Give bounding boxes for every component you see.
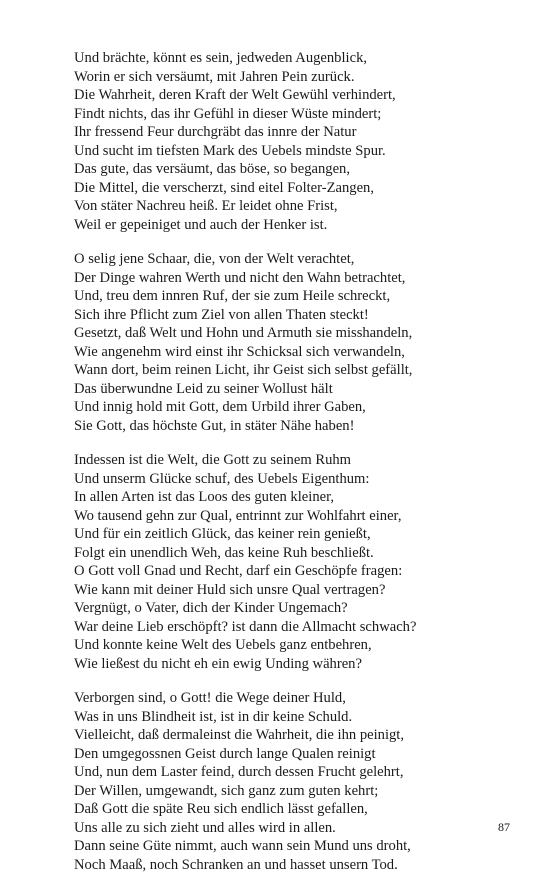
verse-line: Wie kann mit deiner Huld sich unsre Qual vertragen? [74, 581, 386, 598]
verse-line: Uns alle zu sich zieht und alles wird in allen. [74, 819, 336, 836]
verse-line: Worin er sich versäumt, mit Jahren Pein zurück. [74, 68, 355, 85]
verse-line: War deine Lieb erschöpft? ist dann die Allmacht schwach? [74, 618, 417, 635]
verse-line: O selig jene Schaar, die, von der Welt verachtet, [74, 251, 355, 267]
verse-line: Findt nichts, das ihr Gefühl in dieser Wüste mindert; [74, 105, 382, 122]
verse-line: Wo tausend gehn zur Qual, entrinnt zur Wohlfahrt einer, [74, 507, 402, 524]
verse-line: Und für ein zeitlich Glück, das keiner rein genießt, [74, 526, 371, 542]
verse-line: Noch Maaß, noch Schranken an und hasset unsern Tod. [74, 856, 398, 873]
verse-line: Und brächte, könnt es sein, jedweden Augenblick, [74, 50, 368, 66]
verse-line: Folgt ein unendlich Weh, das keine Ruh beschließt. [74, 544, 374, 561]
verse-line: Daß Gott die späte Reu sich endlich lässt gefallen, [74, 801, 368, 817]
verse-line: Wie angenehm wird einst ihr Schicksal sich verwandeln, [74, 343, 405, 360]
verse-line: Der Dinge wahren Werth und nicht den Wahn betrachtet, [74, 269, 406, 286]
verse-line: Den umgegossnen Geist durch lange Qualen reinigt [74, 745, 376, 762]
verse-line: Gesetzt, daß Welt und Hohn und Armuth sie misshandeln, [74, 325, 413, 341]
verse-line: Verborgen sind, o Gott! die Wege deiner Huld, [74, 690, 346, 706]
stanza-3 [74, 451, 514, 673]
verse-line: Weil er gepeiniget und auch der Henker ist. [74, 216, 328, 233]
verse-line: In allen Arten ist das Loos des guten kleiner, [74, 489, 335, 505]
verse-line: Sie Gott, das höchste Gut, in stäter Nähe haben! [74, 417, 355, 434]
verse-line: Die Wahrheit, deren Kraft der Welt Gewühl verhindert, [74, 87, 396, 103]
verse-line: Das überwundne Leid zu seiner Wollust hält [74, 380, 333, 397]
verse-line: Von stäter Nachreu heiß. Er leidet ohne Frist, [74, 198, 338, 214]
verse-line: Dann seine Güte nimmt, auch wann sein Mund uns droht, [74, 838, 411, 854]
page-number: 87 [498, 820, 510, 834]
verse-line: Und konnte keine Welt des Uebels ganz entbehren, [74, 637, 372, 653]
verse-line: Vielleicht, daß dermaleinst die Wahrheit, die ihn peinigt, [74, 727, 404, 743]
verse-line: Ihr fressend Feur durchgräbt das innre der Natur [74, 124, 357, 140]
verse-line: Und, treu dem innren Ruf, der sie zum Heile schreckt, [74, 288, 391, 304]
verse-line: Wie ließest du nicht eh ein ewig Unding währen? [74, 655, 362, 672]
stanza-2 [74, 250, 514, 435]
verse-line: Das gute, das versäumt, das böse, so begangen, [74, 161, 350, 177]
verse-line: O Gott voll Gnad und Recht, darf ein Geschöpfe fragen: [74, 563, 403, 579]
verse-line: Und, nun dem Laster feind, durch dessen Frucht gelehrt, [74, 764, 404, 780]
stanza-4 [74, 689, 514, 874]
verse-line: Was in uns Blindheit ist, ist in dir keine Schuld. [74, 708, 353, 725]
verse-line: Der Willen, umgewandt, sich ganz zum guten kehrt; [74, 782, 379, 799]
verse-line: Die Mittel, die verscherzt, sind eitel Folter-Zangen, [74, 179, 374, 196]
stanza-1 [74, 49, 514, 234]
verse-line: Wann dort, beim reinen Licht, ihr Geist sich selbst gefällt, [74, 362, 413, 378]
verse-line: Und unserm Glücke schuf, des Uebels Eigenthum: [74, 470, 370, 487]
poem-body [74, 49, 514, 890]
verse-line: Und sucht im tiefsten Mark des Uebels mindste Spur. [74, 142, 386, 159]
verse-line: Indessen ist die Welt, die Gott zu seinem Ruhm [74, 452, 352, 468]
verse-line: Vergnügt, o Vater, dich der Kinder Ungemach? [74, 600, 348, 616]
verse-line: Sich ihre Pflicht zum Ziel von allen Thaten steckt! [74, 306, 369, 323]
verse-line: Und innig hold mit Gott, dem Urbild ihrer Gaben, [74, 399, 366, 415]
